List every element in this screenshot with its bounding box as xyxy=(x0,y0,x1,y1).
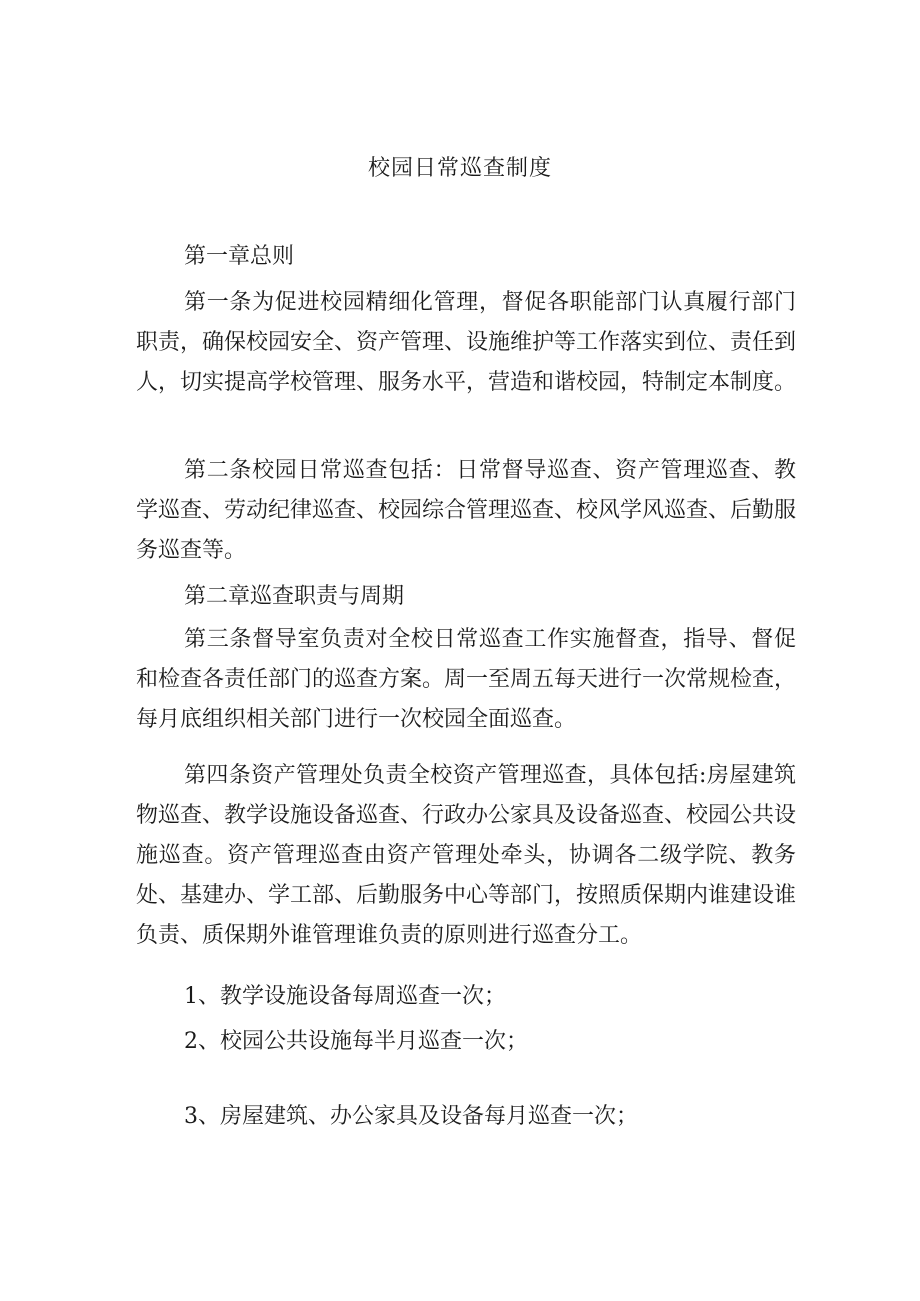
article-3-paragraph: 第三条督导室负责对全校日常巡查工作实施督查，指导、督促和检查各责任部门的巡查方案。周一至周五每天进行一次常规检查，每月底组织相关部门进行一次校园全面巡查。 xyxy=(136,627,797,732)
list-item: 1、教学设施设备每周巡查一次； xyxy=(184,984,506,1009)
document-title: 校园日常巡查制度 xyxy=(367,156,552,181)
list-item: 3、房屋建筑、办公家具及设备每月巡查一次； xyxy=(184,1104,638,1129)
chapter-1-heading: 第一章总则 xyxy=(184,244,295,269)
article-2-paragraph: 第二条校园日常巡查包括：日常督导巡查、资产管理巡查、教学巡查、劳动纪律巡查、校园综合管理巡查、校风学风巡查、后勤服务巡查等。 xyxy=(136,458,797,563)
article-1-paragraph: 第一条为促进校园精细化管理，督促各职能部门认真履行部门职责，确保校园安全、资产管理、设施维护等工作落实到位、责任到人，切实提高学校管理、服务水平，营造和谐校园，特制定本制度。 xyxy=(136,290,797,395)
article-4-paragraph: 第四条资产管理处负责全校资产管理巡查，具体包括:房屋建筑物巡查、教学设施设备巡查、行政办公家具及设备巡查、校园公共设施巡查。资产管理巡查由资产管理处牵头，协调各二级学院、教务处、基建办、学工部、后勤服务中心等部门，按照质保期内谁建设谁负责、质保期外谁管理谁负责的原则进行巡查分工。 xyxy=(136,763,797,948)
list-item: 2、校园公共设施每半月巡查一次； xyxy=(184,1029,528,1054)
chapter-2-heading: 第二章巡查职责与周期 xyxy=(184,584,405,609)
